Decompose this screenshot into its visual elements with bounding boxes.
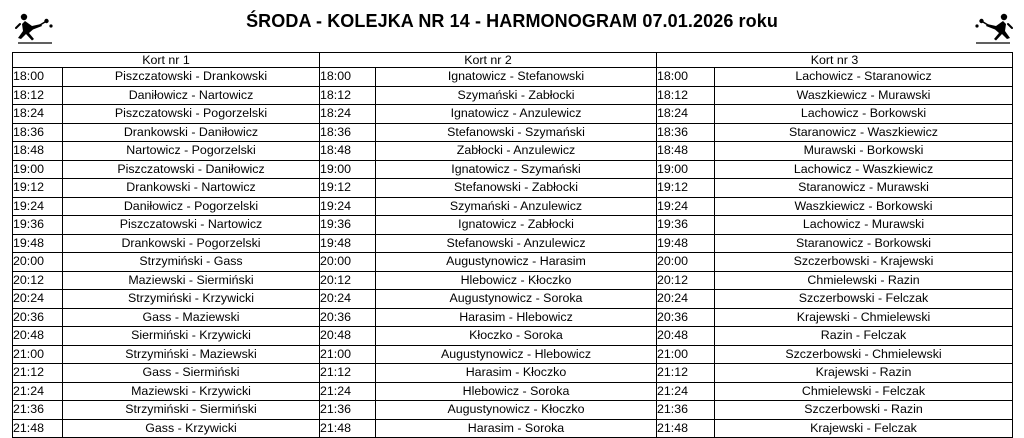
match-pairing: Drankowski - Daniłowicz (63, 123, 320, 142)
match-time: 19:12 (320, 179, 376, 198)
match-pairing: Gass - Siermiński (63, 364, 320, 383)
match-pairing: Drankowski - Nartowicz (63, 179, 320, 198)
match-time: 19:36 (320, 216, 376, 235)
table-row (13, 123, 1013, 142)
match-pairing: Lachowicz - Borkowski (715, 105, 1013, 124)
match-pairing: Ignatowicz - Anzulewicz (376, 105, 657, 124)
match-time: 20:48 (320, 327, 376, 346)
match-pairing: Krajewski - Razin (715, 364, 1013, 383)
match-pairing: Lachowicz - Waszkiewicz (715, 160, 1013, 179)
match-pairing: Ignatowicz - Zabłocki (376, 216, 657, 235)
match-time: 18:24 (657, 105, 715, 124)
match-pairing: Augustynowicz - Hlebowicz (376, 345, 657, 364)
match-time: 20:24 (13, 290, 63, 309)
match-pairing: Szczerbowski - Chmielewski (715, 345, 1013, 364)
table-row (13, 364, 1013, 383)
match-time: 19:00 (13, 160, 63, 179)
court-header-row (13, 53, 1013, 68)
match-time: 18:36 (320, 123, 376, 142)
match-pairing: Maziewski - Siermiński (63, 271, 320, 290)
match-time: 21:24 (13, 382, 63, 401)
match-pairing: Staranowicz - Murawski (715, 179, 1013, 198)
match-pairing: Gass - Maziewski (63, 308, 320, 327)
match-time: 20:24 (657, 290, 715, 309)
match-time: 21:36 (657, 401, 715, 420)
table-tennis-player-icon (973, 12, 1013, 46)
match-pairing: Waszkiewicz - Murawski (715, 86, 1013, 105)
table-row (13, 160, 1013, 179)
match-pairing: Augustynowicz - Soroka (376, 290, 657, 309)
match-pairing: Kłoczko - Soroka (376, 327, 657, 346)
match-time: 18:12 (320, 86, 376, 105)
match-time: 20:36 (657, 308, 715, 327)
match-pairing: Gass - Krzywicki (63, 419, 320, 438)
match-time: 19:24 (320, 197, 376, 216)
table-row (13, 419, 1013, 438)
match-pairing: Szymański - Anzulewicz (376, 197, 657, 216)
match-time: 21:00 (657, 345, 715, 364)
match-pairing: Waszkiewicz - Borkowski (715, 197, 1013, 216)
match-pairing: Maziewski - Krzywicki (63, 382, 320, 401)
match-time: 20:12 (320, 271, 376, 290)
match-time: 20:36 (13, 308, 63, 327)
table-row (13, 308, 1013, 327)
match-pairing: Drankowski - Pogorzelski (63, 234, 320, 253)
match-time: 18:48 (320, 142, 376, 161)
match-pairing: Zabłocki - Anzulewicz (376, 142, 657, 161)
match-time: 19:24 (657, 197, 715, 216)
match-pairing: Hlebowicz - Soroka (376, 382, 657, 401)
match-pairing: Chmielewski - Razin (715, 271, 1013, 290)
match-time: 19:12 (13, 179, 63, 198)
table-row (13, 327, 1013, 346)
match-time: 21:48 (320, 419, 376, 438)
match-time: 18:12 (657, 86, 715, 105)
match-pairing: Lachowicz - Murawski (715, 216, 1013, 235)
match-pairing: Krajewski - Felczak (715, 419, 1013, 438)
table-row (13, 105, 1013, 124)
match-pairing: Piszczatowski - Pogorzelski (63, 105, 320, 124)
match-time: 20:00 (320, 253, 376, 272)
match-pairing: Harasim - Hlebowicz (376, 308, 657, 327)
match-pairing: Siermiński - Krzywicki (63, 327, 320, 346)
match-time: 21:24 (657, 382, 715, 401)
match-pairing: Daniłowicz - Nartowicz (63, 86, 320, 105)
match-time: 21:00 (320, 345, 376, 364)
match-time: 21:12 (320, 364, 376, 383)
match-time: 20:24 (320, 290, 376, 309)
match-time: 18:48 (657, 142, 715, 161)
match-pairing: Szczerbowski - Felczak (715, 290, 1013, 309)
match-time: 19:48 (320, 234, 376, 253)
match-time: 18:12 (13, 86, 63, 105)
match-pairing: Augustynowicz - Harasim (376, 253, 657, 272)
table-row (13, 234, 1013, 253)
match-time: 18:00 (13, 68, 63, 87)
match-time: 19:48 (13, 234, 63, 253)
table-row (13, 271, 1013, 290)
match-time: 20:48 (13, 327, 63, 346)
court-header-2: Kort nr 2 (320, 53, 657, 68)
match-time: 19:36 (13, 216, 63, 235)
table-row (13, 142, 1013, 161)
match-pairing: Krajewski - Chmielewski (715, 308, 1013, 327)
match-pairing: Harasim - Kłoczko (376, 364, 657, 383)
match-time: 20:12 (657, 271, 715, 290)
match-pairing: Stefanowski - Zabłocki (376, 179, 657, 198)
schedule-table (12, 52, 1013, 438)
match-time: 21:12 (657, 364, 715, 383)
match-time: 19:36 (657, 216, 715, 235)
table-row (13, 290, 1013, 309)
match-time: 18:36 (13, 123, 63, 142)
match-time: 18:24 (13, 105, 63, 124)
match-time: 18:00 (657, 68, 715, 87)
match-time: 18:24 (320, 105, 376, 124)
match-time: 19:48 (657, 234, 715, 253)
match-pairing: Piszczatowski - Nartowicz (63, 216, 320, 235)
match-time: 21:24 (320, 382, 376, 401)
match-time: 20:00 (13, 253, 63, 272)
table-row (13, 253, 1013, 272)
match-pairing: Chmielewski - Felczak (715, 382, 1013, 401)
match-time: 20:12 (13, 271, 63, 290)
match-pairing: Augustynowicz - Kłoczko (376, 401, 657, 420)
page-title: ŚRODA - KOLEJKA NR 14 - HARMONOGRAM 07.01.2026 roku (246, 11, 778, 31)
table-row (13, 401, 1013, 420)
match-time: 20:00 (657, 253, 715, 272)
match-pairing: Szczerbowski - Krajewski (715, 253, 1013, 272)
match-pairing: Hlebowicz - Kłoczko (376, 271, 657, 290)
match-pairing: Szczerbowski - Razin (715, 401, 1013, 420)
match-pairing: Nartowicz - Pogorzelski (63, 142, 320, 161)
match-time: 19:24 (13, 197, 63, 216)
match-pairing: Murawski - Borkowski (715, 142, 1013, 161)
table-row (13, 68, 1013, 87)
match-pairing: Razin - Felczak (715, 327, 1013, 346)
match-time: 21:00 (13, 345, 63, 364)
match-pairing: Ignatowicz - Stefanowski (376, 68, 657, 87)
match-time: 18:36 (657, 123, 715, 142)
match-time: 21:36 (13, 401, 63, 420)
match-pairing: Piszczatowski - Drankowski (63, 68, 320, 87)
match-time: 19:00 (320, 160, 376, 179)
match-pairing: Staranowicz - Borkowski (715, 234, 1013, 253)
match-time: 21:48 (13, 419, 63, 438)
schedule-body (13, 68, 1013, 438)
court-header-1: Kort nr 1 (13, 53, 320, 68)
match-time: 21:36 (320, 401, 376, 420)
match-pairing: Stefanowski - Szymański (376, 123, 657, 142)
match-time: 21:12 (13, 364, 63, 383)
match-pairing: Szymański - Zabłocki (376, 86, 657, 105)
court-header-3: Kort nr 3 (657, 53, 1013, 68)
match-time: 21:48 (657, 419, 715, 438)
match-pairing: Staranowicz - Waszkiewicz (715, 123, 1013, 142)
table-row (13, 179, 1013, 198)
match-time: 20:48 (657, 327, 715, 346)
match-time: 18:48 (13, 142, 63, 161)
match-time: 18:00 (320, 68, 376, 87)
match-pairing: Strzymiński - Krzywicki (63, 290, 320, 309)
match-pairing: Stefanowski - Anzulewicz (376, 234, 657, 253)
table-row (13, 216, 1013, 235)
match-pairing: Lachowicz - Staranowicz (715, 68, 1013, 87)
match-time: 20:36 (320, 308, 376, 327)
match-pairing: Strzymiński - Gass (63, 253, 320, 272)
match-pairing: Daniłowicz - Pogorzelski (63, 197, 320, 216)
match-pairing: Strzymiński - Maziewski (63, 345, 320, 364)
match-pairing: Harasim - Soroka (376, 419, 657, 438)
match-pairing: Piszczatowski - Daniłowicz (63, 160, 320, 179)
match-time: 19:12 (657, 179, 715, 198)
match-pairing: Strzymiński - Siermiński (63, 401, 320, 420)
table-row (13, 197, 1013, 216)
match-pairing: Ignatowicz - Szymański (376, 160, 657, 179)
match-time: 19:00 (657, 160, 715, 179)
table-row (13, 382, 1013, 401)
table-row (13, 86, 1013, 105)
table-row (13, 345, 1013, 364)
